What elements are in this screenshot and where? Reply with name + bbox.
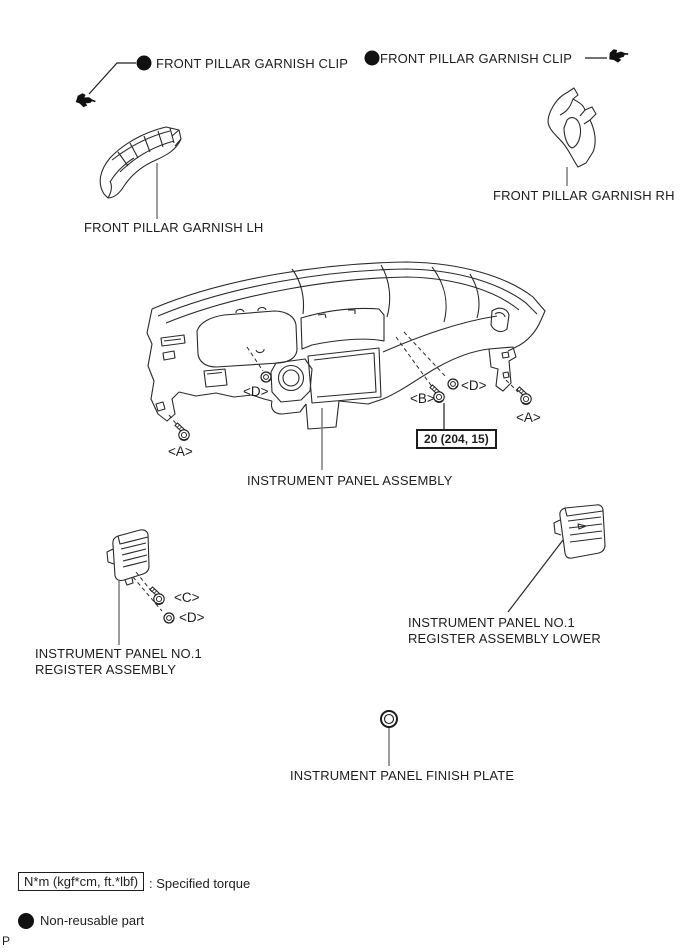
torque-spec-box: 20 (204, 15) (416, 429, 497, 449)
page-marker: P (2, 934, 11, 948)
grommet-icon (164, 613, 174, 623)
fastener-label-c: <C> (174, 590, 200, 605)
clip-leader-line-left (89, 63, 136, 94)
fastener-label-d-register: <D> (179, 610, 205, 625)
garnish-rh-label: FRONT PILLAR GARNISH RH (493, 188, 675, 203)
screw-icon (175, 423, 189, 440)
clip-right-label: FRONT PILLAR GARNISH CLIP (380, 51, 573, 66)
panel-assembly-label: INSTRUMENT PANEL ASSEMBLY (247, 473, 453, 488)
fastener-label-d-panel-left: <D> (243, 384, 269, 399)
non-reusable-bullet-icon (18, 913, 34, 929)
non-reusable-bullet-icon (365, 51, 380, 66)
push-clip-icon (609, 48, 629, 63)
screw-icon (517, 387, 531, 404)
fastener-dashed-lines (133, 332, 518, 611)
fastener-label-a-left: <A> (168, 444, 193, 459)
instrument-panel-drawing (147, 262, 545, 429)
fastener-label-b: <B> (410, 391, 435, 406)
legend-torque-caption: : Specified torque (149, 876, 251, 891)
register-lower-label (408, 615, 601, 647)
non-reusable-bullet-icon (137, 56, 152, 71)
front-pillar-garnish-rh-drawing (548, 88, 596, 167)
screw-icon (150, 587, 164, 604)
front-pillar-garnish-lh-drawing (100, 127, 181, 198)
fastener-label-d-panel-right: <D> (461, 378, 487, 393)
push-clip-icon (76, 93, 97, 109)
fastener-label-a-right: <A> (516, 410, 541, 425)
grommet-icon (261, 372, 271, 382)
grommet-icon (448, 379, 458, 389)
clip-left-label: FRONT PILLAR GARNISH CLIP (156, 56, 349, 71)
legend-non-reusable-caption: Non-reusable part (40, 913, 145, 928)
register-assembly-drawing (107, 530, 149, 585)
finish-plate-ring-icon (381, 711, 397, 727)
legend-torque-unit-box: N*m (kgf*cm, ft.*lbf) (18, 872, 144, 891)
register-lower-label-line1: INSTRUMENT PANEL NO.1 (408, 615, 575, 630)
register-assembly-label (35, 646, 202, 678)
garnish-lh-label: FRONT PILLAR GARNISH LH (84, 220, 264, 235)
register-lower-drawing (554, 505, 605, 558)
register-assembly-label-line2: REGISTER ASSEMBLY (35, 662, 177, 677)
finish-plate-label: INSTRUMENT PANEL FINISH PLATE (290, 768, 515, 783)
register-assembly-label-line1: INSTRUMENT PANEL NO.1 (35, 646, 202, 661)
leader-line-register-lower (508, 540, 563, 612)
register-lower-label-line2: REGISTER ASSEMBLY LOWER (408, 631, 601, 646)
